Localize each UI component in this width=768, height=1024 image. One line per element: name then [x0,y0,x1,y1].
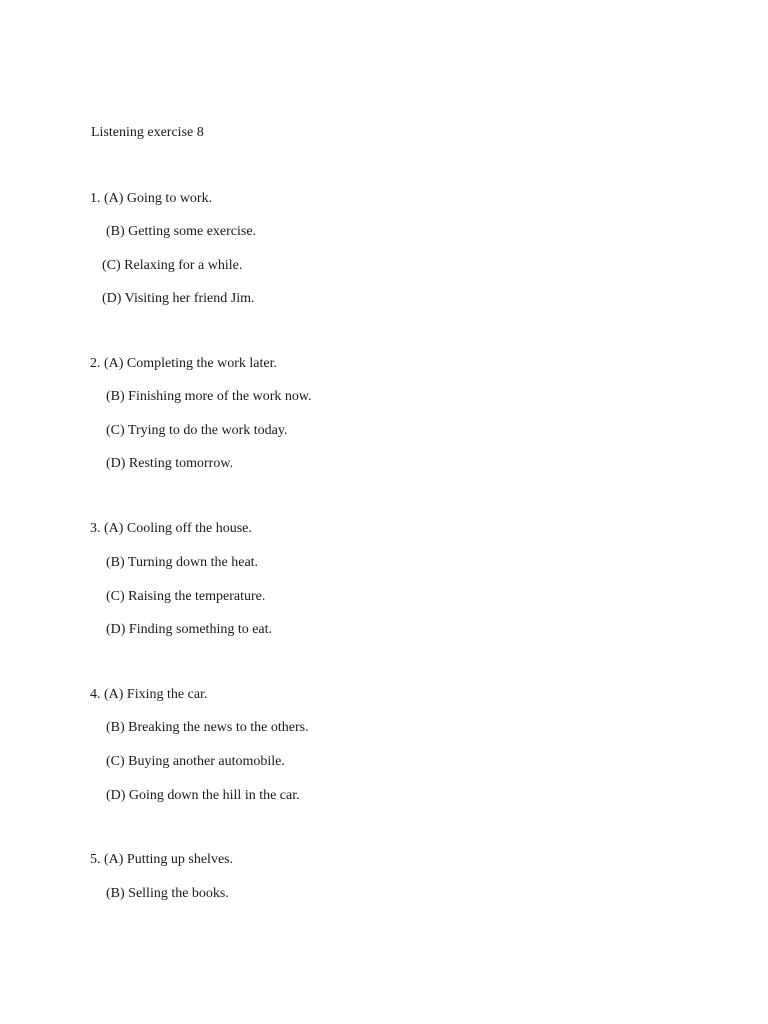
question-1-option-c: (C) Relaxing for a while. [102,258,243,273]
question-4-option-c: (C) Buying another automobile. [106,754,285,769]
question-2-option-c: (C) Trying to do the work today. [106,423,288,438]
page-title: Listening exercise 8 [91,125,204,140]
question-2-option-a: 2. (A) Completing the work later. [90,356,278,371]
question-3-option-c: (C) Raising the temperature. [106,589,266,604]
question-3-option-d: (D) Finding something to eat. [106,622,273,637]
question-3-option-a: 3. (A) Cooling off the house. [90,521,252,536]
question-4-option-b: (B) Breaking the news to the others. [106,720,309,735]
question-1-option-b: (B) Getting some exercise. [106,224,257,239]
question-2-option-b: (B) Finishing more of the work now. [106,389,312,404]
question-2-option-d: (D) Resting tomorrow. [106,456,234,471]
question-5-option-a: 5. (A) Putting up shelves. [90,852,234,867]
question-5-option-b: (B) Selling the books. [106,886,229,901]
question-3-option-b: (B) Turning down the heat. [106,555,259,570]
question-1-option-a: 1. (A) Going to work. [90,191,213,206]
question-1-option-d: (D) Visiting her friend Jim. [102,291,255,306]
question-4-option-a: 4. (A) Fixing the car. [90,687,208,702]
question-4-option-d: (D) Going down the hill in the car. [106,788,300,803]
